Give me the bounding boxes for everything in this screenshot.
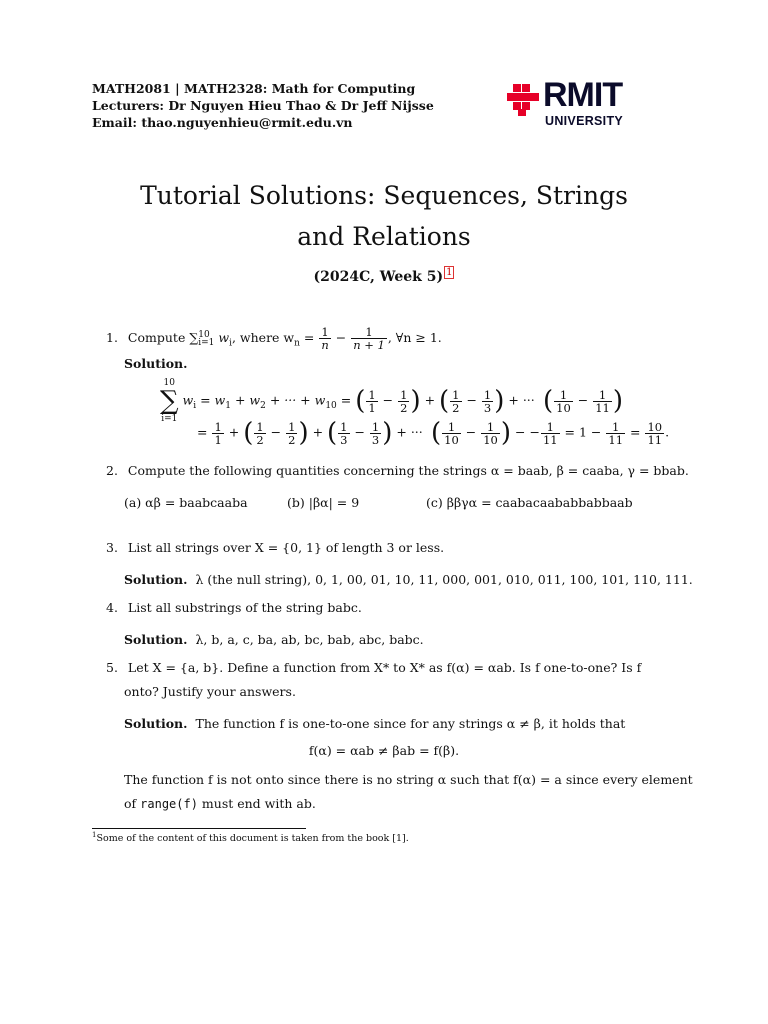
q5-text-1: Let X = {a, b}. Define a function from X* to X* as f(α) = αab. Is f one-to-one? Is f (127, 660, 642, 675)
q1-text-d: = (299, 330, 319, 345)
q2-part-a: (a) αβ = baabcaaba (124, 495, 248, 510)
minus: − (266, 424, 286, 440)
q5-prompt-line-2: onto? Justify your answers. (124, 684, 296, 699)
q5-solution-text-1: The function f is one-to-one since for any strings α ≠ β, it holds that (195, 716, 626, 731)
range-function: range(f) (140, 797, 198, 811)
plus: + (308, 424, 328, 440)
q5-solution-label: Solution. (124, 716, 188, 731)
q5-solution-line-1 (124, 716, 625, 731)
frac-1-10: $\frac{1}{10}$ (556, 387, 571, 415)
q2-prompt (106, 463, 689, 478)
dots-plus: + ··· (392, 424, 423, 440)
frac2-1-10b: $\frac{1}{10}$ (483, 419, 498, 447)
frac2-1-3: $\frac{1}{3}$ (340, 419, 348, 447)
q5-solution-line-2: The function f is not onto since there is no string α such that f(α) = a since every element (124, 772, 693, 787)
footnote-text: Some of the content of this document is taken from the book [1]. (96, 833, 409, 845)
eq: = (197, 424, 212, 440)
footnote-link[interactable]: 1 (446, 267, 453, 278)
period: . (665, 424, 670, 440)
course-line: MATH2081 | MATH2328: Math for Computing (92, 81, 416, 96)
line1-eq: = (336, 392, 356, 408)
document-header (92, 80, 434, 131)
frac2-10-11: $\frac{10}{11}$ (647, 419, 663, 447)
q1-sum-sup: 10 (198, 329, 210, 340)
w2-term: + w (231, 392, 261, 408)
w2-sub: 2 (260, 401, 266, 411)
q1-text-c: , where w (231, 330, 295, 345)
sum-term: w (182, 392, 194, 408)
q5-number: 5. (106, 660, 118, 675)
one: 1 (579, 424, 587, 440)
q1-text-e: , ∀n ≥ 1. (387, 330, 442, 345)
q2-part-b: (b) |βα| = 9 (287, 495, 360, 510)
plus: + (420, 392, 440, 408)
q1-text-b: w (214, 330, 230, 345)
q4-solution-label: Solution. (124, 632, 188, 647)
footnote (92, 831, 409, 844)
minus: − (573, 392, 593, 408)
q3-number: 3. (106, 540, 118, 555)
frac2-1-2: $\frac{1}{2}$ (256, 419, 264, 447)
q3-text: List all strings over X = {0, 1} of length 3 or less. (127, 540, 445, 555)
q1-solution-line-2: = $\frac{1}{1}$ + ( $\frac{1}{2}$ − $\frac{1}{2}$ ) + ( $\frac{1}{3}$ − $\frac{1}{3}$ ) + ··· ( $\frac{1}{10}$ − $\frac{1}{10}$ ) − − $\frac{1}{11}$ = 1 − $\frac{1}{11}$ = $\frac{10}{11}$ . (197, 418, 670, 448)
minus: − (462, 392, 481, 408)
q1-solution-line-1: 10 ∑ i=1 $w_i = w_1 + w_2$ + ··· + $w_{10}$ = ( $\frac{1}{1}$ − $\frac{1}{2}$ ) + ( $\frac{1}{2}$ − $\frac{1}{3}$ ) + ··· ( $\frac{1}{10}$ − $\frac{1}{11}$ ) (160, 378, 624, 424)
minus: − (586, 424, 606, 440)
q2-text: Compute the following quantities concerning the strings α = baab, β = caaba, γ = bbab. (127, 463, 689, 478)
dots-plus: + ··· (504, 392, 535, 408)
subtitle-text: (2024C, Week 5) (313, 269, 444, 285)
q3-solution-text: λ (the null string), 0, 1, 00, 01, 10, 11, 000, 001, 010, 011, 100, 101, 110, 111. (195, 572, 693, 587)
minus: − (378, 392, 398, 408)
logo-wordmark: RMIT (543, 76, 623, 114)
q4-text: List all substrings of the string babc. (127, 600, 362, 615)
q5-solution-line-3 (124, 796, 316, 811)
frac-1-2b: $\frac{1}{2}$ (452, 387, 460, 415)
q1-frac-1-over-n1: $\frac{1}{n + 1}$ (353, 325, 385, 352)
title-line-1: Tutorial Solutions: Sequences, Strings (140, 181, 628, 210)
logo-subtitle: UNIVERSITY (545, 114, 624, 128)
q4-solution (124, 632, 424, 647)
q1-frac-1-over-n: $\frac{1}{n}$ (321, 325, 329, 352)
frac2-1-2b: $\frac{1}{2}$ (288, 419, 296, 447)
q1-text-b-sub: i (229, 338, 232, 349)
frac-1-2: $\frac{1}{2}$ (400, 387, 408, 415)
q3-solution-label: Solution. (124, 572, 188, 587)
q1-sum-symbol: ∑ (189, 330, 199, 345)
q5-prompt-line-1 (106, 660, 641, 675)
q5-solution-equation: f(α) = αab ≠ βab = f(β). (308, 743, 460, 758)
subtitle (0, 266, 768, 285)
eq: = (560, 424, 579, 440)
lecturers-line: Lecturers: Dr Nguyen Hieu Thao & Dr Jeff Nijsse (92, 98, 434, 113)
frac2-1-11b: $\frac{1}{11}$ (608, 419, 624, 447)
title-line-2: and Relations (297, 222, 471, 251)
rmit-pixel-mark-icon (505, 82, 541, 118)
q1-minus: − (331, 330, 351, 345)
frac2-1-11: $\frac{1}{11}$ (542, 419, 558, 447)
q1-sum-sub: i=1 (198, 337, 215, 348)
minus: − (461, 424, 481, 440)
q5-sol3-a: of (124, 796, 141, 811)
frac-1-3: $\frac{1}{3}$ (483, 387, 492, 415)
frac2-1-1: $\frac{1}{1}$ (214, 419, 222, 447)
eq: = (626, 424, 645, 440)
frac-1-11: $\frac{1}{11}$ (595, 387, 610, 415)
q3-solution (124, 572, 693, 587)
q4-number: 4. (106, 600, 118, 615)
w1-sub: 1 (225, 401, 231, 411)
big-sum-symbol: ∑ (160, 386, 179, 416)
footnote-mark: 1 (92, 831, 97, 839)
q4-prompt (106, 600, 362, 615)
q1-prompt (106, 326, 442, 351)
q1-number: 1. (106, 330, 118, 345)
frac-1-1: $\frac{1}{1}$ (368, 387, 376, 415)
q1-solution-label: Solution. (124, 356, 188, 371)
frac2-1-10: $\frac{1}{10}$ (444, 419, 459, 447)
plus: + (224, 424, 244, 440)
frac2-1-3b: $\frac{1}{3}$ (371, 419, 380, 447)
email-line: Email: thao.nguyenhieu@rmit.edu.vn (92, 115, 353, 130)
big-sum-top: 10 (163, 378, 175, 388)
q2-part-c: (c) ββγα = caabacaababbabbaab (426, 495, 633, 510)
q1-text-a: Compute (127, 330, 190, 345)
q4-solution-text: λ, b, a, c, ba, ab, bc, bab, abc, babc. (195, 632, 424, 647)
minus: − (350, 424, 369, 440)
w10-term: + ··· + w (265, 392, 326, 408)
footnote-rule (92, 828, 306, 829)
sum-term-sub: i (193, 401, 197, 411)
rmit-logo (505, 76, 645, 130)
q1-text-c-sub: n (294, 338, 300, 349)
q5-sol3-b: must end with ab. (197, 796, 316, 811)
q3-prompt (106, 540, 444, 555)
q2-number: 2. (106, 463, 118, 478)
big-sum-bottom: i=1 (161, 414, 178, 424)
w10-sub: 10 (325, 401, 337, 411)
w1-term: = w (196, 392, 226, 408)
double-dash: − − (511, 424, 540, 440)
